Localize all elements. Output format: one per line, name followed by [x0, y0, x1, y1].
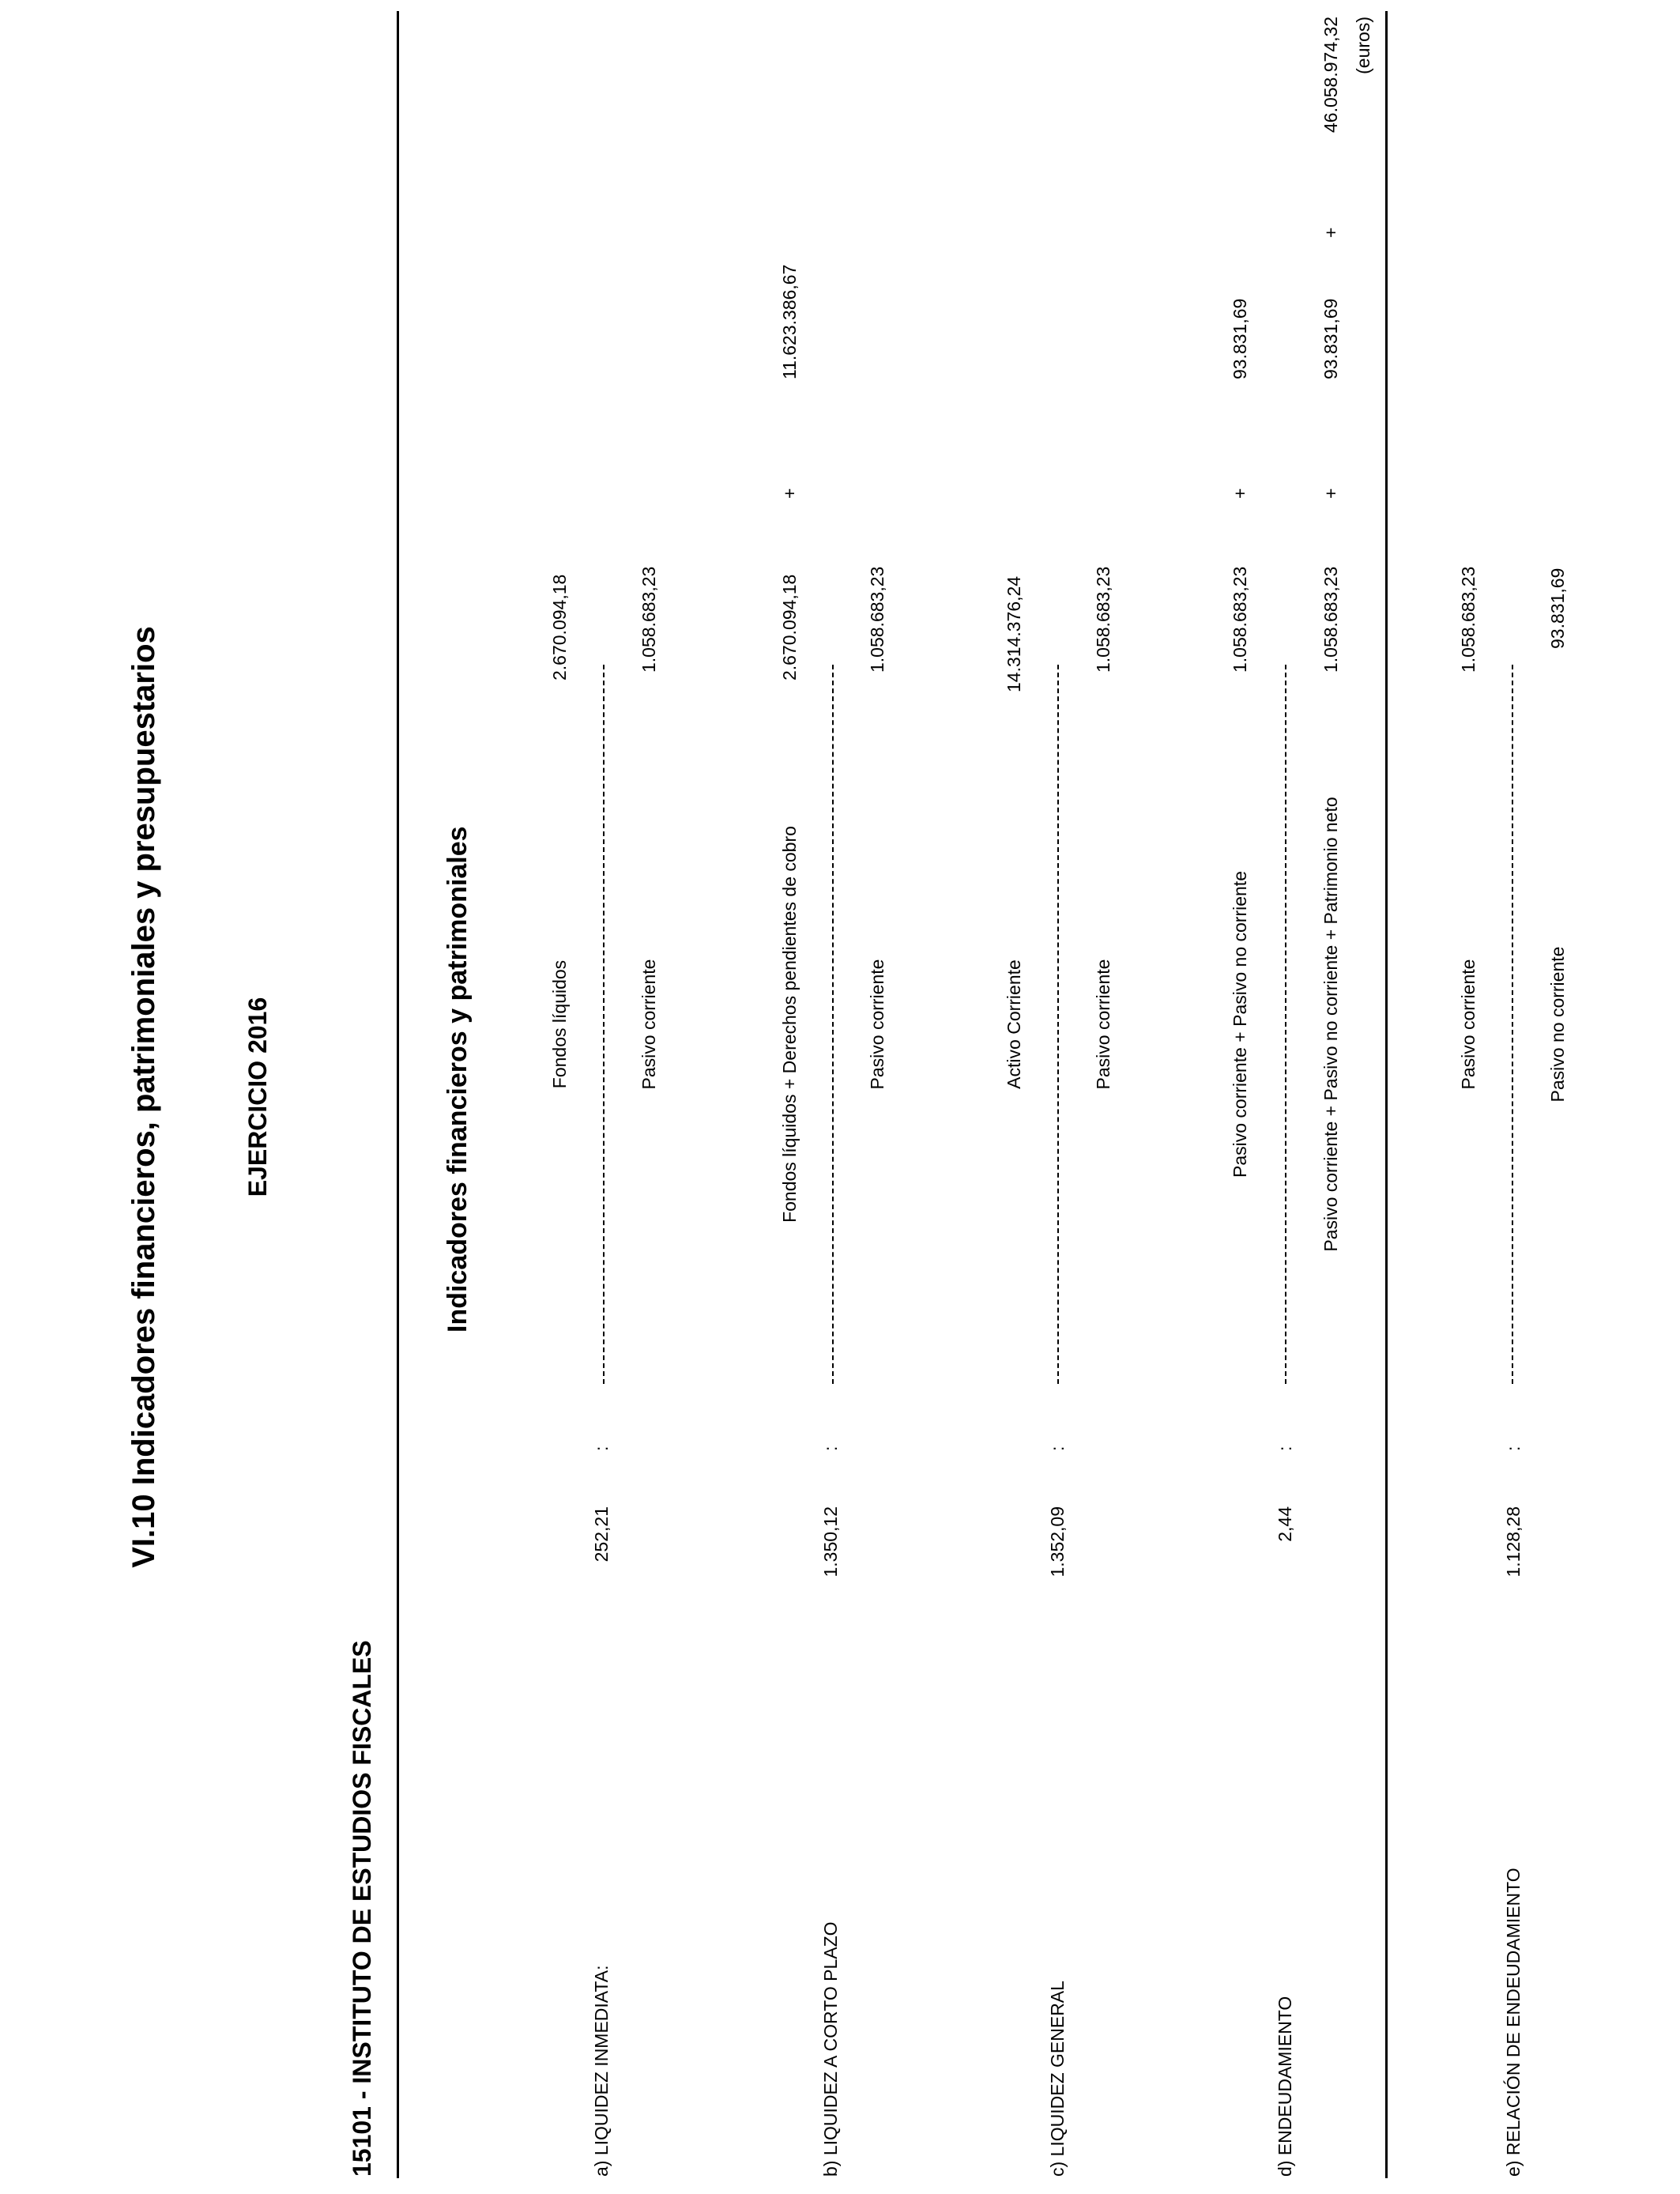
indicator-label: d) ENDEUDAMIENTO	[1275, 1996, 1295, 2177]
numerator-value: 1.058.683,23	[1230, 566, 1250, 673]
section-title: Indicadores financieros y patrimoniales	[443, 826, 473, 1333]
numerator-value: 1.058.683,23	[1458, 566, 1478, 673]
plus-sign: +	[1320, 488, 1341, 499]
plus-sign: +	[779, 488, 800, 499]
indicator-value: 2,44	[1275, 1506, 1295, 1542]
denominator-label: Pasivo corriente	[867, 959, 887, 1090]
denominator-label: Pasivo corriente + Pasivo no corriente + Patrimonio neto	[1320, 797, 1341, 1252]
numerator-value: 93.831,69	[1230, 298, 1250, 379]
report-title: VI.10 Indicadores financieros, patrimoniales y presupuestarios	[126, 626, 161, 1568]
indicator-value: 252,21	[591, 1506, 612, 1563]
top-rule	[397, 11, 399, 2178]
fraction-line	[1057, 665, 1059, 1384]
indicator-colon: :	[1275, 1446, 1295, 1451]
indicator-colon: :	[1503, 1446, 1524, 1451]
numerator-label: Pasivo corriente	[1458, 959, 1478, 1090]
denominator-value: 93.831,69	[1547, 567, 1568, 649]
numerator-label: Fondos líquidos + Derechos pendientes de cobro	[779, 826, 800, 1223]
indicator-colon: :	[591, 1446, 612, 1451]
entity-name: 15101 - INSTITUTO DE ESTUDIOS FISCALES	[348, 1640, 376, 2177]
indicator-colon: :	[1047, 1446, 1068, 1451]
indicator-label: e) RELACIÓN DE ENDEUDAMIENTO	[1503, 1868, 1524, 2177]
indicator-label: a) LIQUIDEZ INMEDIATA:	[591, 1965, 612, 2177]
denominator-value: 1.058.683,23	[638, 566, 659, 673]
numerator-label: Fondos líquidos	[549, 959, 570, 1089]
indicator-label: b) LIQUIDEZ A CORTO PLAZO	[820, 1921, 841, 2177]
ejercicio-heading: EJERCICIO 2016	[243, 997, 272, 1197]
plus-sign: +	[1230, 488, 1250, 499]
numerator-label: Pasivo corriente + Pasivo no corriente	[1230, 870, 1250, 1178]
fraction-line	[1512, 665, 1513, 1384]
plus-sign: +	[1320, 227, 1341, 238]
fraction-line	[1285, 665, 1286, 1384]
denominator-value: 1.058.683,23	[867, 566, 887, 673]
fraction-line	[832, 665, 834, 1384]
numerator-value: 11.623.386,67	[779, 264, 800, 379]
units-label: (euros)	[1353, 17, 1373, 74]
denominator-label: Pasivo corriente	[1093, 959, 1113, 1090]
indicator-value: 1.352,09	[1047, 1506, 1068, 1578]
denominator-value: 46.058.974,32	[1320, 16, 1341, 133]
numerator-value: 2.670.094,18	[549, 574, 570, 680]
denominator-value: 93.831,69	[1320, 298, 1341, 379]
denominator-value: 1.058.683,23	[1320, 566, 1341, 673]
indicator-colon: :	[820, 1446, 841, 1451]
numerator-label: Activo Corriente	[1004, 959, 1024, 1089]
bottom-rule	[1385, 11, 1388, 2178]
denominator-label: Pasivo no corriente	[1547, 946, 1568, 1103]
indicator-value: 1.350,12	[820, 1506, 841, 1578]
numerator-value: 2.670.094,18	[779, 574, 800, 680]
denominator-value: 1.058.683,23	[1093, 566, 1113, 673]
fraction-line	[603, 665, 605, 1384]
indicator-label: c) LIQUIDEZ GENERAL	[1047, 1981, 1068, 2177]
indicator-value: 1.128,28	[1503, 1506, 1524, 1578]
denominator-label: Pasivo corriente	[638, 959, 659, 1090]
numerator-value: 14.314.376,24	[1004, 575, 1024, 692]
